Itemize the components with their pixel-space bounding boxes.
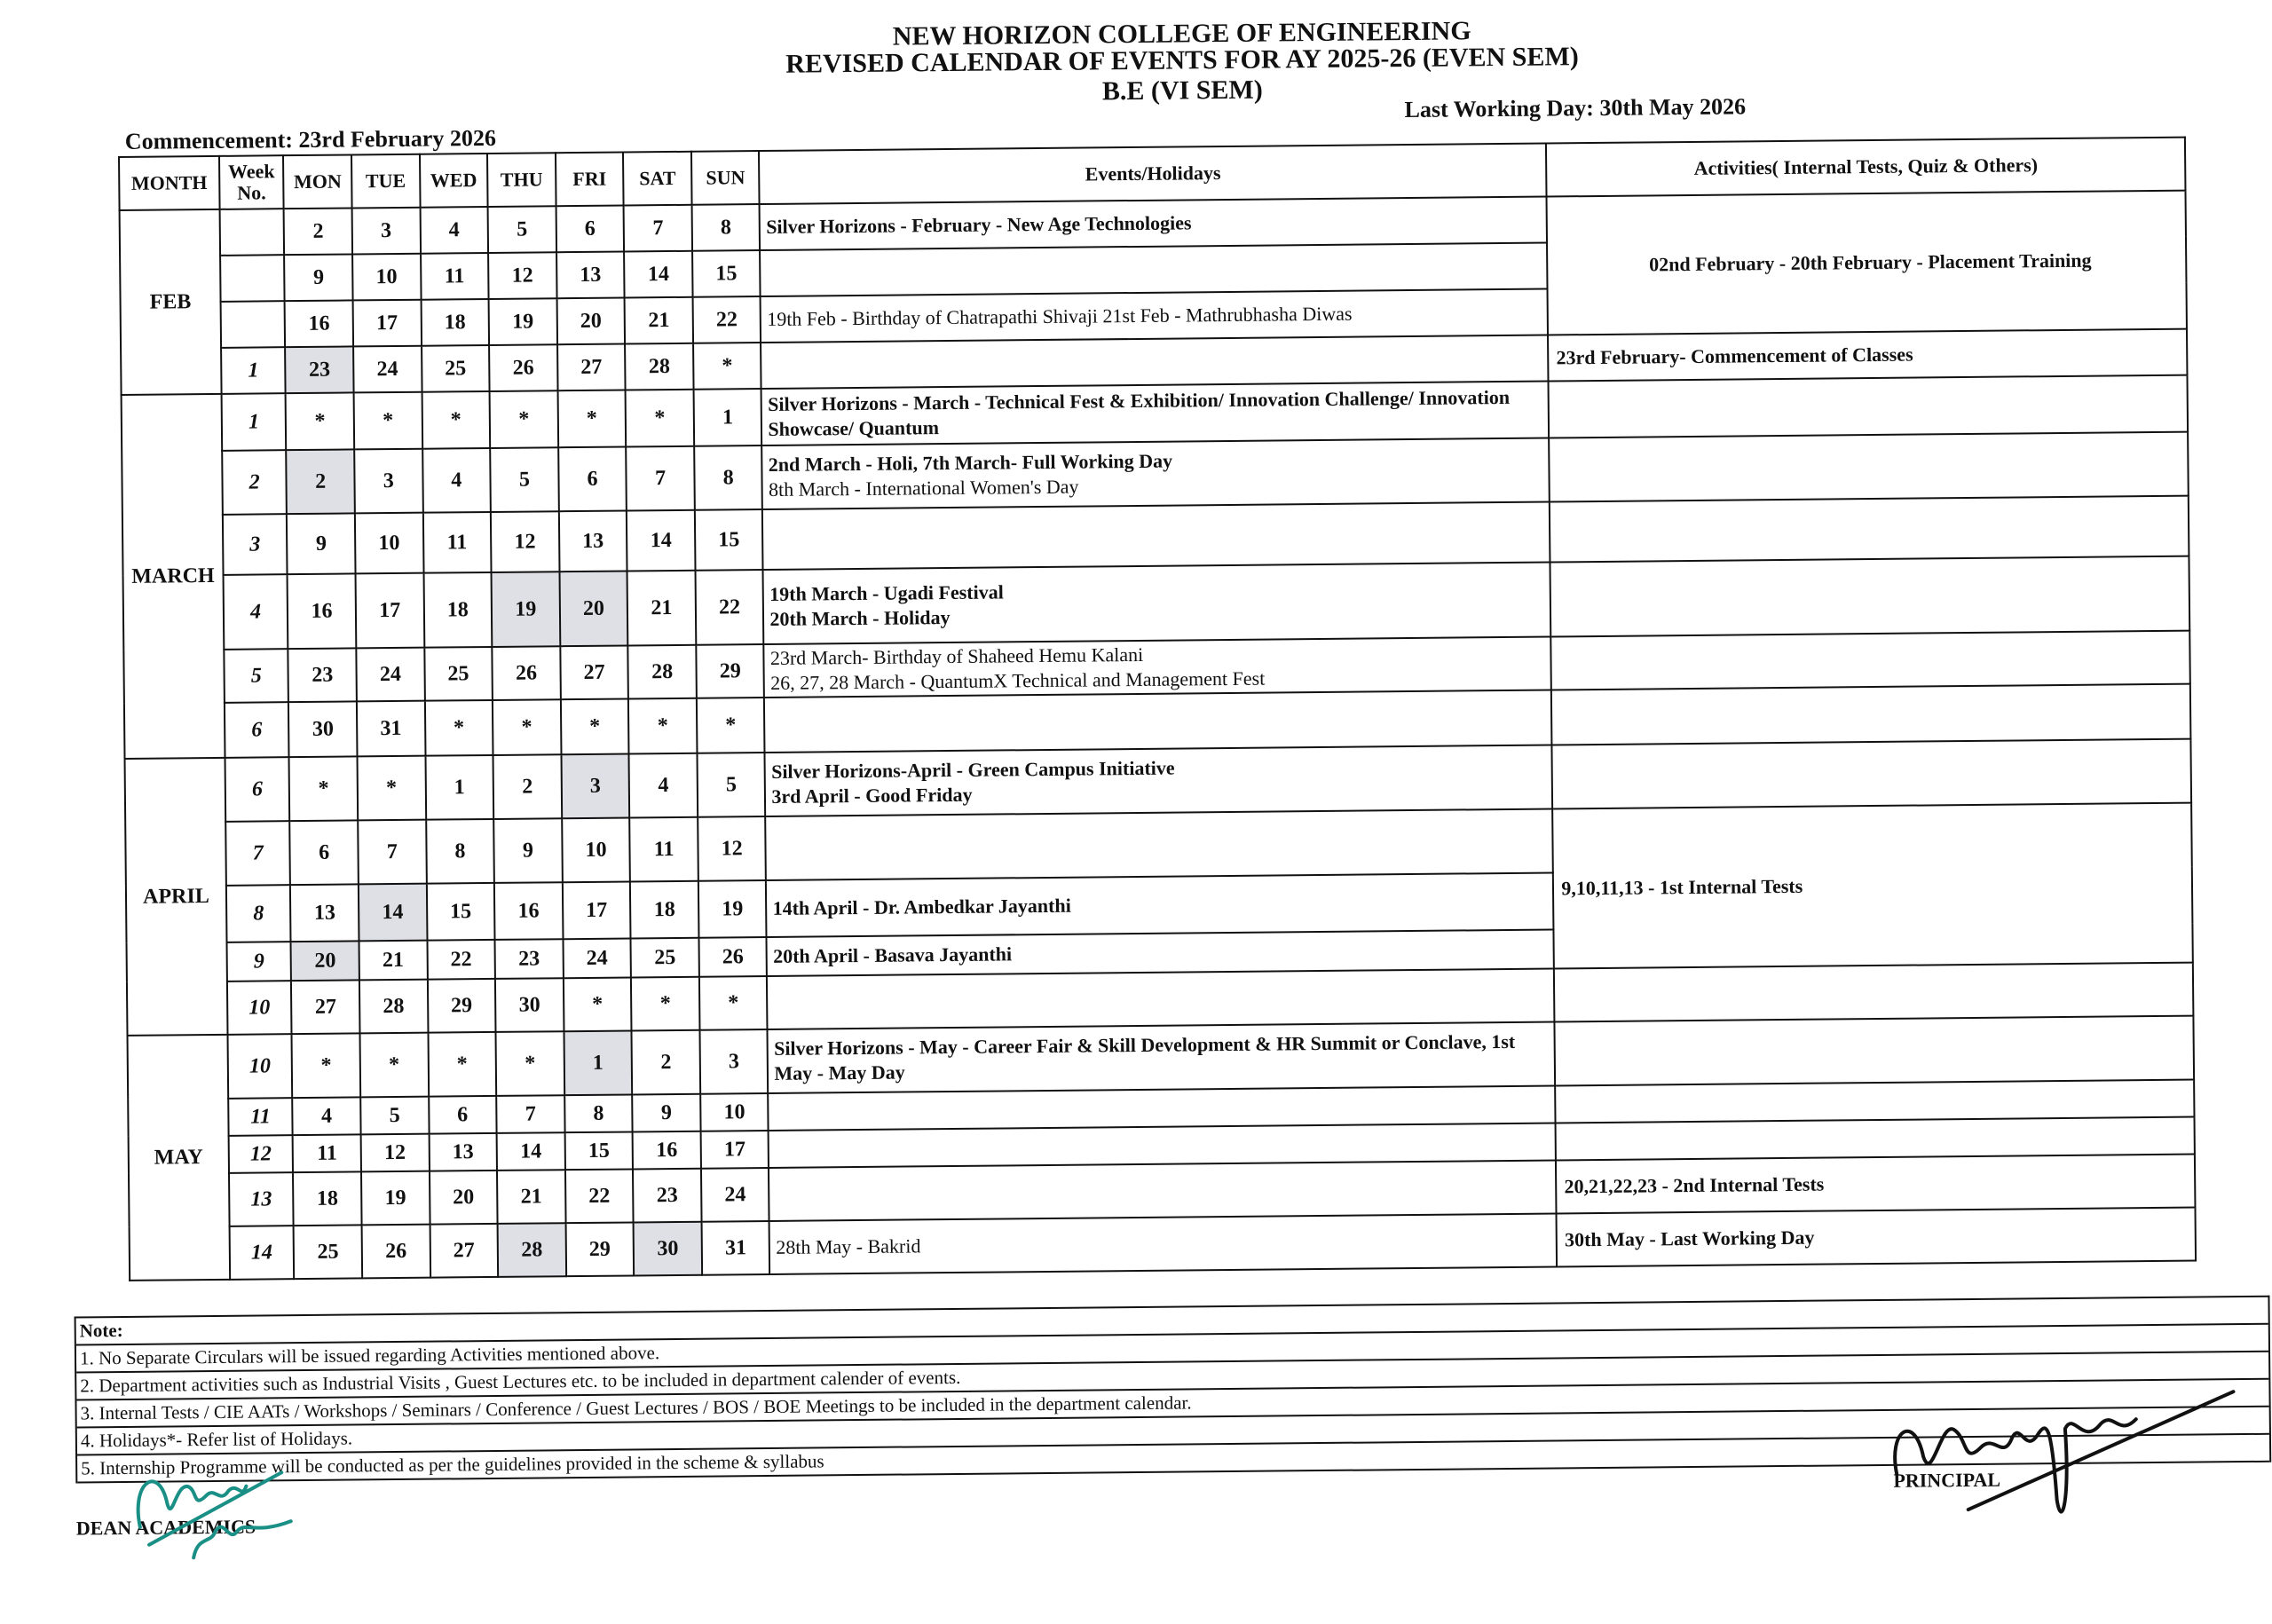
- day-cell-holiday: 30: [634, 1222, 702, 1276]
- day-cell: 7: [626, 446, 694, 511]
- week-number: 5: [224, 649, 288, 703]
- day-cell: 29: [565, 1222, 634, 1276]
- day-cell: 8: [691, 204, 760, 251]
- day-cell: 10: [352, 254, 421, 301]
- activity-cell: 30th May - Last Working Day: [1557, 1208, 2196, 1267]
- day-cell: 5: [488, 206, 556, 253]
- activity-cell: 23rd February- Commencement of Classes: [1548, 329, 2187, 382]
- activity-cell-empty: [1550, 496, 2189, 563]
- day-cell: 5: [697, 753, 765, 817]
- day-cell-holiday: 28: [498, 1223, 566, 1277]
- events-cell: [763, 563, 1551, 645]
- activity-cell: 02nd February - 20th February - Placement Training: [1547, 191, 2187, 335]
- day-cell: *: [693, 343, 761, 390]
- day-cell: 18: [630, 881, 698, 939]
- day-cell: 4: [420, 207, 488, 254]
- month-label: APRIL: [125, 758, 228, 1036]
- day-cell: 27: [557, 344, 626, 391]
- day-cell: 27: [430, 1224, 498, 1278]
- day-cell: 24: [353, 346, 422, 393]
- day-cell: 26: [489, 344, 557, 391]
- principal-signature: [1878, 1374, 2252, 1537]
- day-cell: *: [292, 1033, 360, 1098]
- event-text: 20th April - Basava Jayanthi: [773, 942, 1013, 967]
- week-number: 7: [225, 821, 290, 886]
- col-sat: SAT: [623, 152, 691, 206]
- day-cell: 22: [427, 940, 495, 980]
- day-cell: 8: [426, 819, 494, 884]
- activity-cell-empty: [1555, 1080, 2194, 1123]
- day-cell: 9: [287, 513, 355, 574]
- commencement-date: Commencement: 23rd February 2026: [124, 124, 497, 154]
- day-cell: 6: [556, 206, 624, 253]
- day-cell: 21: [627, 571, 696, 646]
- col-wed: WED: [420, 154, 488, 208]
- day-cell: *: [424, 700, 493, 756]
- week-number: 8: [226, 885, 291, 942]
- day-cell: 10: [355, 513, 423, 574]
- event-text: 23rd March- Birthday of Shaheed Hemu Kalani: [769, 643, 1144, 669]
- events-cell: [768, 1021, 1555, 1093]
- day-cell-holiday: 20: [559, 571, 627, 646]
- day-cell: 11: [421, 253, 489, 300]
- day-cell: 2: [284, 208, 352, 255]
- day-cell: 28: [628, 645, 697, 699]
- event-text: 20th March - Holiday: [769, 606, 951, 630]
- day-cell: 14: [497, 1132, 565, 1171]
- day-cell: 23: [633, 1169, 701, 1223]
- calendar-title: REVISED CALENDAR OF EVENTS FOR AY 2025-26 (EVEN SEM): [785, 42, 1579, 79]
- day-cell: 23: [288, 648, 357, 702]
- day-cell: 8: [564, 1094, 633, 1132]
- day-cell: 18: [293, 1171, 361, 1226]
- day-cell: *: [631, 977, 699, 1031]
- day-cell: 25: [422, 345, 490, 392]
- day-cell: 27: [560, 645, 628, 699]
- day-cell: *: [561, 698, 629, 754]
- day-cell: 9: [493, 818, 562, 883]
- day-cell: 15: [564, 1131, 633, 1170]
- events-cell: [761, 289, 1548, 343]
- day-cell: 21: [497, 1170, 565, 1224]
- day-cell: 31: [701, 1221, 769, 1275]
- day-cell: 5: [490, 447, 558, 512]
- events-cell: [762, 502, 1550, 571]
- day-cell: 16: [633, 1131, 701, 1170]
- day-cell: 11: [422, 512, 491, 573]
- week-number: 11: [228, 1098, 293, 1136]
- day-cell: 17: [356, 573, 424, 649]
- day-cell: 4: [422, 448, 491, 513]
- day-cell: *: [626, 390, 694, 447]
- day-cell: 15: [692, 250, 761, 297]
- day-cell: 15: [695, 509, 763, 571]
- day-cell: *: [359, 1033, 428, 1098]
- note-item: 4. Holidays*- Refer list of Holidays.: [77, 1407, 2269, 1456]
- event-text: 2nd March - Holi, 7th March- Full Working Day: [768, 449, 1173, 476]
- day-cell: 14: [627, 510, 695, 572]
- note-item: 1. No Separate Circulars will be issued regarding Activities mentioned above.: [76, 1325, 2268, 1374]
- activity-cell-empty: [1556, 1117, 2195, 1161]
- day-cell: 19: [698, 880, 767, 938]
- day-cell: *: [354, 392, 422, 450]
- day-cell: 13: [429, 1133, 497, 1171]
- activity-cell-empty: [1550, 556, 2189, 637]
- day-cell-holiday: 1: [564, 1030, 632, 1095]
- day-cell: 12: [491, 511, 559, 572]
- event-text: 19th Feb - Birthday of Chatrapathi Shivaji 21st Feb - Mathrubhasha Diwas: [767, 302, 1353, 330]
- activity-cell-empty: [1549, 432, 2188, 502]
- event-text: Silver Horizons - March - Technical Fest & Exhibition/ Innovation Challenge/ Innovation Showcase/ Quantum: [768, 385, 1511, 440]
- day-cell: 6: [429, 1096, 497, 1134]
- day-cell: 19: [489, 298, 557, 345]
- day-cell: 9: [632, 1094, 700, 1132]
- day-cell: 10: [562, 817, 630, 882]
- week-number: [219, 209, 284, 256]
- day-cell: 15: [426, 883, 494, 941]
- day-cell: 3: [699, 1029, 768, 1094]
- day-cell: 5: [360, 1097, 429, 1135]
- events-cell: [761, 382, 1549, 446]
- notes-heading: Note:: [76, 1297, 2268, 1346]
- day-cell: 14: [624, 251, 692, 298]
- day-cell: *: [697, 698, 765, 753]
- week-number: 6: [225, 702, 289, 758]
- week-number: 1: [221, 393, 286, 451]
- day-cell: 13: [556, 252, 625, 299]
- month-label: MARCH: [122, 394, 225, 759]
- day-cell: *: [422, 391, 490, 449]
- week-number: 14: [229, 1226, 294, 1280]
- day-cell: 26: [492, 646, 560, 700]
- day-cell: 13: [559, 510, 627, 572]
- week-number: 9: [226, 942, 291, 981]
- day-cell: *: [289, 756, 358, 821]
- activity-cell-empty: [1551, 631, 2190, 690]
- day-cell-holiday: 19: [492, 572, 560, 647]
- day-cell: 3: [354, 449, 422, 514]
- day-cell: 8: [694, 445, 762, 510]
- day-cell: 3: [352, 208, 421, 255]
- day-cell: 28: [359, 980, 428, 1034]
- day-cell: 24: [701, 1168, 769, 1222]
- day-cell: 12: [488, 252, 556, 299]
- day-cell: 11: [293, 1134, 361, 1172]
- activity-cell: 9,10,11,13 - 1st Internal Tests: [1552, 803, 2192, 969]
- day-cell: 20: [556, 298, 625, 345]
- day-cell: 1: [693, 389, 761, 446]
- day-cell: *: [493, 699, 561, 755]
- events-cell: [769, 1160, 1556, 1221]
- note-item: 3. Internal Tests / CIE AATs / Workshops / Seminars / Conference / Guest Lectures / BOS / BOE Meetings to be included in the department calendar.: [76, 1380, 2268, 1429]
- events-cell: [767, 968, 1554, 1029]
- day-cell: 25: [424, 647, 493, 701]
- col-tue: TUE: [351, 154, 420, 209]
- event-text: 19th March - Ugadi Festival: [769, 580, 1004, 605]
- event-text: Silver Horizons-April - Green Campus Initiative: [771, 756, 1175, 783]
- day-cell: 29: [427, 979, 495, 1033]
- dean-signature: [113, 1446, 327, 1572]
- events-cell: [761, 335, 1549, 390]
- activity-cell: 20,21,22,23 - 2nd Internal Tests: [1556, 1155, 2195, 1214]
- day-cell: 18: [423, 572, 492, 648]
- day-cell-holiday: 23: [285, 346, 353, 393]
- day-cell: 6: [290, 820, 359, 885]
- week-number: 4: [223, 574, 288, 650]
- note-item: 2. Department activities such as Industrial Visits , Guest Lectures etc. to be included in department calender of events.: [76, 1352, 2268, 1401]
- day-cell: 7: [624, 205, 692, 252]
- day-cell: *: [496, 1031, 564, 1096]
- day-cell: 16: [288, 573, 356, 649]
- day-cell: 16: [285, 300, 353, 347]
- day-cell: 2: [632, 1030, 700, 1095]
- col-activities: Activities( Internal Tests, Quiz & Others): [1546, 138, 2185, 197]
- day-cell: 25: [294, 1225, 362, 1279]
- week-number: 13: [229, 1172, 294, 1226]
- day-cell: 25: [631, 938, 699, 978]
- month-label: FEB: [120, 209, 222, 395]
- day-cell: 20: [430, 1171, 498, 1225]
- day-cell: 12: [698, 816, 766, 881]
- events-cell: [764, 690, 1551, 753]
- day-cell: 11: [629, 817, 698, 882]
- events-cell: [760, 197, 1547, 251]
- week-number: [220, 301, 285, 348]
- day-cell: *: [286, 392, 354, 450]
- day-cell: 6: [558, 446, 627, 511]
- day-cell: 9: [284, 254, 352, 301]
- day-cell-holiday: 14: [359, 884, 427, 942]
- day-cell: 30: [288, 701, 357, 757]
- day-cell: 27: [291, 980, 359, 1034]
- activity-cell-empty: [1551, 684, 2190, 745]
- day-cell: 22: [565, 1169, 634, 1223]
- col-thu: THU: [487, 153, 556, 207]
- events-cell: [764, 637, 1551, 698]
- week-number: 10: [227, 981, 292, 1035]
- day-cell: 22: [695, 570, 763, 645]
- events-cell: [769, 1213, 1557, 1274]
- event-text: 28th May - Bakrid: [776, 1234, 921, 1258]
- day-cell: *: [357, 756, 425, 821]
- week-number: 6: [225, 757, 289, 822]
- last-working-day: Last Working Day: 30th May 2026: [1404, 93, 1747, 123]
- col-fri: FRI: [556, 153, 624, 207]
- day-cell: *: [699, 976, 768, 1030]
- events-cell: [766, 872, 1553, 937]
- program-title: B.E (VI SEM): [1101, 75, 1263, 106]
- week-number: 3: [223, 514, 288, 575]
- day-cell: 1: [425, 755, 493, 820]
- day-cell-holiday: 3: [561, 753, 629, 818]
- note-item: 5. Internship Programme will be conducted as per the guidelines provided in the scheme & syllabus: [77, 1435, 2269, 1484]
- event-text: 8th March - International Women's Day: [768, 475, 1079, 501]
- activity-cell-empty: [1552, 739, 2191, 809]
- week-number: 10: [227, 1034, 292, 1099]
- day-cell: 19: [361, 1171, 430, 1226]
- col-events: Events/Holidays: [759, 144, 1546, 205]
- activity-cell-empty: [1549, 375, 2188, 438]
- day-cell: 24: [563, 938, 631, 978]
- day-cell: 26: [362, 1225, 430, 1279]
- day-cell: 24: [356, 648, 424, 702]
- day-cell: 2: [493, 754, 562, 819]
- day-cell: 28: [625, 343, 693, 390]
- day-cell: *: [564, 977, 632, 1031]
- week-number: 1: [221, 347, 286, 394]
- day-cell: 12: [361, 1134, 430, 1172]
- day-cell: 17: [700, 1131, 769, 1169]
- day-cell: *: [557, 390, 626, 447]
- week-number: [220, 255, 285, 302]
- day-cell: 13: [290, 884, 359, 942]
- event-text: 3rd April - Good Friday: [771, 783, 973, 808]
- events-cell: [761, 243, 1548, 297]
- day-cell: *: [490, 390, 558, 448]
- institution-name: NEW HORIZON COLLEGE OF ENGINEERING: [892, 16, 1471, 51]
- day-cell: 17: [563, 881, 631, 939]
- activity-cell-empty: [1554, 963, 2193, 1022]
- event-text: Silver Horizons - May - Career Fair & Skill Development & HR Summit or Conclave, 1st May - May Day: [774, 1029, 1516, 1084]
- col-month: MONTH: [119, 156, 219, 210]
- events-cell: [766, 808, 1553, 880]
- month-label: MAY: [128, 1035, 231, 1281]
- activity-cell-empty: [1555, 1016, 2194, 1086]
- day-cell: 17: [353, 300, 422, 347]
- col-week: Week No.: [219, 155, 284, 209]
- dean-academics-label: DEAN ACADEMICS: [75, 1515, 256, 1540]
- day-cell: *: [628, 698, 697, 754]
- events-cell: [762, 438, 1550, 510]
- day-cell: 7: [358, 820, 426, 885]
- day-cell-holiday: 2: [287, 449, 355, 514]
- day-cell-holiday: 20: [291, 941, 359, 981]
- event-text: 14th April - Dr. Ambedkar Jayanthi: [772, 894, 1071, 919]
- col-sun: SUN: [691, 151, 760, 205]
- day-cell: 30: [495, 978, 564, 1032]
- day-cell: 4: [293, 1097, 361, 1135]
- week-number: 12: [228, 1135, 293, 1173]
- event-text: 26, 27, 28 March - QuantumX Technical and Management Fest: [770, 666, 1266, 694]
- day-cell: 22: [692, 296, 761, 343]
- events-cell: [765, 745, 1552, 816]
- day-cell: 23: [495, 939, 564, 979]
- day-cell: 21: [625, 297, 693, 344]
- day-cell: 26: [698, 937, 767, 977]
- day-cell: 10: [700, 1093, 769, 1131]
- col-mon: MON: [283, 154, 351, 209]
- day-cell: 16: [494, 882, 563, 940]
- day-cell: 21: [359, 941, 427, 981]
- day-cell: 18: [421, 299, 489, 346]
- day-cell: 31: [357, 701, 425, 757]
- event-text: Silver Horizons - February - New Age Technologies: [766, 211, 1192, 238]
- day-cell: 7: [496, 1095, 564, 1133]
- day-cell: 4: [629, 753, 698, 818]
- day-cell: 29: [696, 644, 764, 698]
- principal-label: PRINCIPAL: [1893, 1468, 2001, 1492]
- week-number: 2: [222, 450, 287, 515]
- calendar-table: [118, 137, 2197, 1281]
- day-cell: *: [428, 1032, 496, 1097]
